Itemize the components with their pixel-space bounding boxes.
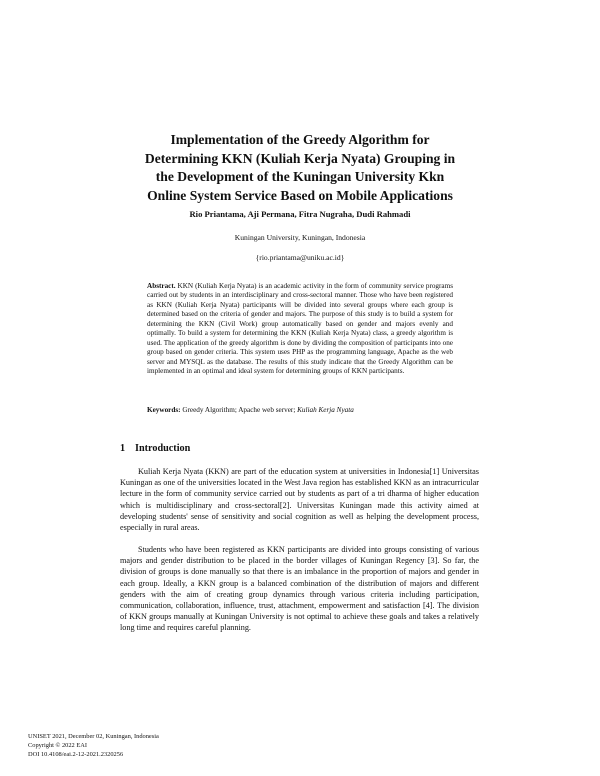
title-line-1: Implementation of the Greedy Algorithm for (170, 132, 430, 147)
title-line-4: Online System Service Based on Mobile Applications (147, 187, 453, 203)
section-number: 1 (120, 443, 126, 454)
authors: Rio Priantama, Aji Permana, Fitra Nugraha, Dudi Rahmadi (189, 209, 411, 219)
footer-info (28, 732, 159, 759)
section-title: Introduction (135, 443, 191, 454)
abstract-text: KKN (Kuliah Kerja Nyata) is an academic activity in the form of community service programs carried out by students in an interdisciplinary and cross-sectoral manner. Those who have been registered as KKN (Kuliah Kerja Nyata) participants will be divided into several groups where each group is determined based on the criteria of gender and majors. The purpose of this study is to build a system for determining the KKN (Civil Work) group automatically based on gender and majors evenly and optimally. To build a system for determining the KKN (Kuliah Kerja Nyata) class, a greedy algorithm is used. The application of the greedy algorithm is done by dividing the composition of participants into one group based on gender criteria. This system uses PHP as the programming language, Apache as the web server and MYSQL as the database. The results of this study indicate that the Greedy Algorithm can be implemented in an optimal and ideal system for determining groups of KKN participants. (147, 282, 454, 376)
intro-paragraph-2: Students who have been registered as KKN participants are divided into groups consisting of various majors and gender distribution to be placed in the border villages of Kuningan Regency [3]. So far, the division of groups is done manually so that there is an imbalance in the proportion of majors and gender in each group. Ideally, a KKN group is a balanced combination of the distribution of majors and different genders with the aim of creating group dynamics through various criteria including participation, communication, collaboration, influence, trust, attachment, empowerment and satisfaction [4]. The division of KKN groups manually at Kuningan University is not optimal to achieve these goals and takes a relatively long time and requires careful planning. (120, 545, 479, 633)
footer-conference: UNISET 2021, December 02, Kuningan, Indonesia (28, 733, 159, 740)
abstract-label: Abstract. (147, 282, 176, 290)
keywords (147, 406, 453, 414)
title-line-3: the Development of the Kuningan University Kkn (155, 169, 445, 184)
title-line-2: Determining KKN (Kuliah Kerja Nyata) Grouping in (144, 150, 456, 166)
section-heading-introduction (120, 443, 190, 454)
keywords-label: Keywords: (147, 406, 181, 414)
intro-paragraph-1: Kuliah Kerja Nyata (KKN) are part of the education system at universities in Indonesia[1] Universitas Kuningan as one of the universities located in the West Java region has established KKN as an intracurricular lecture in the form of community service carried out by students as part of a tri dharma of higher education which is multidisciplinary and cross-sectoral[2]. Universitas Kuningan made this activity aimed at developing students' sense of sensitivity and social cognition as well as helping the development process, especially in rural areas. (120, 467, 479, 533)
keywords-italic: Kuliah Kerja Nyata (297, 406, 354, 414)
abstract (147, 282, 453, 377)
paper-title (100, 131, 500, 205)
author-email: {rio.priantama@uniku.ac.id} (255, 253, 345, 262)
footer-copyright: Copyright © 2022 EAI (28, 742, 87, 749)
footer-doi: DOI 10.4108/eai.2-12-2021.2320256 (28, 751, 124, 758)
affiliation: Kuningan University, Kuningan, Indonesia (234, 233, 366, 242)
keywords-text: Greedy Algorithm; Apache web server; (182, 406, 296, 414)
